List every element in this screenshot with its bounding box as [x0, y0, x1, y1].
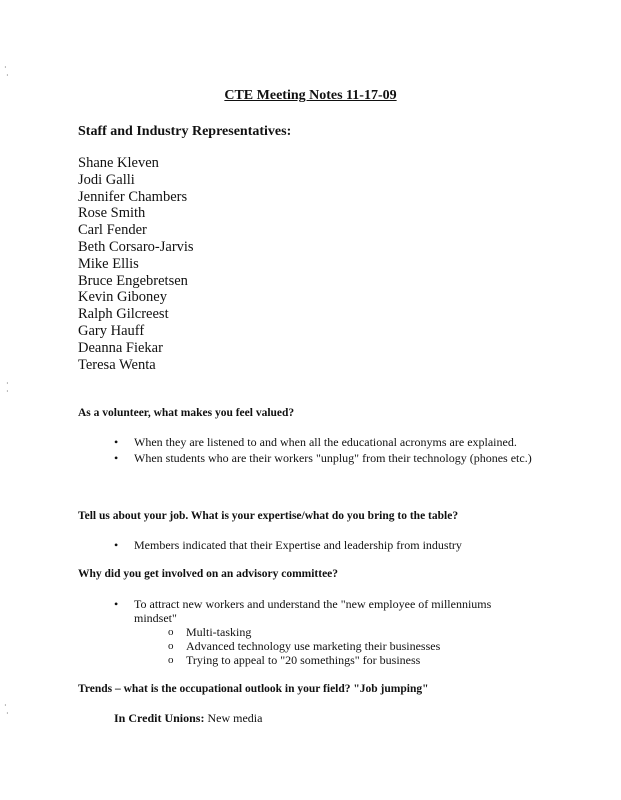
bullet-list: [114, 435, 534, 467]
bullet-text: When students who are their workers "unplug" from their technology (phones etc.): [134, 451, 532, 465]
subheading-label: In Credit Unions:: [114, 711, 205, 725]
bullet-text: To attract new workers and understand the "new employee of millenniums mindset": [134, 597, 492, 625]
list-item: [114, 597, 534, 667]
staff-name: Beth Corsaro-Jarvis: [78, 238, 194, 255]
staff-name: Kevin Giboney: [78, 289, 167, 306]
staff-name: Mike Ellis: [78, 255, 139, 272]
scan-mark: · ·: [4, 701, 9, 718]
bullet-marker: •: [114, 451, 119, 465]
question-heading: Why did you get involved on an advisory committee?: [78, 568, 339, 580]
staff-name: Rose Smith: [78, 205, 146, 222]
scan-mark: · ·: [4, 63, 9, 80]
staff-heading: Staff and Industry Representatives:: [78, 124, 292, 139]
staff-name: Gary Hauff: [78, 322, 145, 339]
sub-bullet-marker: o: [168, 626, 174, 638]
staff-name: Shane Kleven: [78, 155, 159, 171]
sub-bullet-marker: o: [168, 654, 174, 666]
question-heading: Tell us about your job. What is your expertise/what do you bring to the table?: [78, 510, 459, 522]
question-heading: Trends – what is the occupational outlook in your field? "Job jumping": [78, 683, 429, 695]
bullet-marker: •: [114, 538, 119, 552]
list-item: [114, 435, 534, 449]
sub-bullet-text: Trying to appeal to "20 somethings" for business: [186, 653, 421, 667]
staff-name: Ralph Gilcreest: [78, 306, 169, 323]
list-item: [114, 451, 534, 465]
bullet-list: [114, 538, 534, 552]
staff-name: Carl Fender: [78, 222, 147, 239]
list-item: [114, 538, 534, 552]
question-heading: As a volunteer, what makes you feel valued?: [78, 407, 295, 419]
bullet-marker: •: [114, 435, 119, 449]
trends-subheading: [114, 711, 262, 726]
sub-bullet-list: [134, 625, 534, 667]
sub-bullet-text: Advanced technology use marketing their businesses: [186, 639, 441, 653]
sub-list-item: [168, 625, 534, 639]
subheading-text: New media: [204, 711, 263, 725]
bullet-text: When they are listened to and when all the educational acronyms are explained.: [134, 435, 517, 449]
staff-name: Deanna Fiekar: [78, 339, 163, 356]
staff-list: [78, 155, 194, 373]
staff-name: Jennifer Chambers: [78, 188, 188, 205]
bullet-list: [114, 597, 534, 667]
scan-mark: · ·: [6, 379, 9, 396]
bullet-text: Members indicated that their Expertise and leadership from industry: [134, 538, 462, 552]
staff-name: Bruce Engebretsen: [78, 272, 188, 289]
sub-list-item: [168, 639, 534, 653]
sub-bullet-text: Multi-tasking: [186, 625, 252, 639]
staff-name: Teresa Wenta: [78, 356, 156, 373]
bullet-marker: •: [114, 597, 119, 611]
sub-list-item: [168, 653, 534, 667]
page-title: CTE Meeting Notes 11-17-09: [224, 88, 397, 103]
sub-bullet-marker: o: [168, 640, 174, 652]
staff-name: Jodi Galli: [78, 171, 135, 188]
